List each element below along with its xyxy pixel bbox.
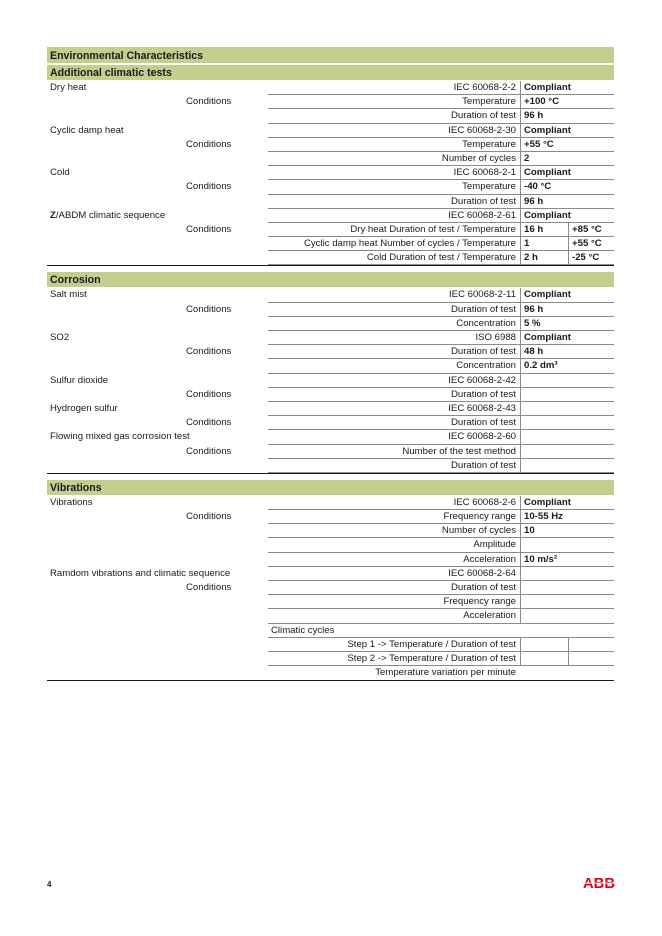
param-value: 2 h bbox=[520, 251, 568, 265]
param-label: Duration of test bbox=[268, 581, 520, 595]
param-value bbox=[520, 459, 614, 473]
param-label: Dry heat Duration of test / Temperature bbox=[268, 223, 520, 237]
param-label: Cold Duration of test / Temperature bbox=[268, 251, 520, 265]
param-value: -40 °C bbox=[520, 180, 614, 194]
param-label: Number of the test method bbox=[268, 445, 520, 459]
table-row bbox=[47, 152, 614, 166]
param-label: Acceleration bbox=[268, 553, 520, 567]
param-value bbox=[520, 388, 614, 402]
param-label: Duration of test bbox=[268, 109, 520, 123]
test-name: Hydrogen sulfur bbox=[50, 402, 118, 414]
param-value bbox=[568, 652, 614, 666]
param-value: 96 h bbox=[520, 195, 614, 209]
test-result: Compliant bbox=[520, 124, 614, 138]
conditions-label: Conditions bbox=[186, 138, 232, 150]
param-value: -25 °C bbox=[568, 251, 614, 265]
param-label: Amplitude bbox=[268, 538, 520, 552]
test-standard: ISO 6988 bbox=[268, 331, 520, 345]
table-row bbox=[47, 638, 614, 652]
conditions-label: Conditions bbox=[186, 181, 232, 193]
param-label: Temperature bbox=[268, 138, 520, 152]
param-value: 10 m/s² bbox=[520, 553, 614, 567]
table-row bbox=[47, 538, 614, 552]
param-label: Cyclic damp heat Number of cycles / Temperature bbox=[268, 237, 520, 251]
test-name: SO2 bbox=[50, 332, 70, 343]
table-row bbox=[47, 359, 614, 373]
test-standard: IEC 60068-2-2 bbox=[268, 81, 520, 95]
param-value bbox=[520, 581, 614, 595]
test-result: Compliant bbox=[520, 288, 614, 302]
param-label: Number of cycles bbox=[268, 152, 520, 166]
param-value bbox=[520, 638, 568, 652]
param-value: +100 °C bbox=[520, 95, 614, 109]
param-label: Temperature bbox=[268, 180, 520, 194]
table-row bbox=[47, 624, 614, 638]
table-row bbox=[47, 445, 614, 459]
test-name: Vibrations bbox=[50, 496, 93, 508]
test-standard: IEC 60068-2-60 bbox=[268, 430, 520, 444]
test-standard: IEC 60068-2-64 bbox=[268, 567, 520, 581]
test-name: Flowing mixed gas corrosion test bbox=[50, 431, 190, 443]
param-value: 48 h bbox=[520, 345, 614, 359]
test-result bbox=[520, 567, 614, 581]
table-row bbox=[47, 345, 614, 359]
param-label: Concentration bbox=[268, 317, 520, 331]
param-value: 0.2 dm³ bbox=[520, 359, 614, 373]
table-row bbox=[47, 109, 614, 123]
test-standard: IEC 60068-2-11 bbox=[268, 288, 520, 302]
param-value bbox=[568, 638, 614, 652]
conditions-label: Conditions bbox=[186, 445, 232, 457]
table-row bbox=[47, 331, 614, 345]
test-standard: IEC 60068-2-6 bbox=[268, 496, 520, 510]
param-label: Concentration bbox=[268, 359, 520, 373]
param-value bbox=[520, 538, 614, 552]
abb-logo bbox=[583, 876, 615, 890]
section-divider bbox=[47, 680, 614, 681]
test-result: Compliant bbox=[520, 331, 614, 345]
param-value: +55 °C bbox=[568, 237, 614, 251]
param-label: Duration of test bbox=[268, 416, 520, 430]
table-row bbox=[47, 317, 614, 331]
test-name: Cold bbox=[50, 167, 70, 179]
abb-logo-text: ABB bbox=[583, 876, 615, 890]
test-result: Compliant bbox=[520, 81, 614, 95]
table-row bbox=[47, 595, 614, 609]
table-row bbox=[47, 459, 614, 473]
param-value: 2 bbox=[520, 152, 614, 166]
param-label: Acceleration bbox=[268, 609, 520, 623]
table-row bbox=[47, 288, 614, 302]
climatic-cycles-label: Climatic cycles bbox=[268, 624, 614, 638]
table-row bbox=[47, 496, 614, 510]
test-result: Compliant bbox=[520, 166, 614, 180]
table-row bbox=[47, 374, 614, 388]
conditions-label: Conditions bbox=[186, 582, 232, 593]
table-row bbox=[47, 652, 614, 666]
test-standard: IEC 60068-2-1 bbox=[268, 166, 520, 180]
param-value: 96 h bbox=[520, 109, 614, 123]
page-title: Environmental Characteristics bbox=[47, 47, 614, 65]
spec-table bbox=[47, 47, 614, 681]
param-label: Duration of test bbox=[268, 345, 520, 359]
test-name-rest: /ABDM climatic sequence bbox=[55, 209, 166, 221]
table-row bbox=[47, 180, 614, 194]
param-label: Step 1 -> Temperature / Duration of test bbox=[268, 638, 520, 652]
param-label: Duration of test bbox=[268, 459, 520, 473]
test-standard: IEC 60068-2-42 bbox=[268, 374, 520, 388]
test-name bbox=[50, 209, 300, 223]
param-label: Frequency range bbox=[268, 510, 520, 524]
test-result bbox=[520, 374, 614, 388]
conditions-label: Conditions bbox=[186, 223, 232, 235]
test-name: Ramdom vibrations and climatic sequence bbox=[50, 567, 231, 579]
test-result: Compliant bbox=[520, 496, 614, 510]
param-value: +55 °C bbox=[520, 138, 614, 152]
table-row bbox=[47, 195, 614, 209]
conditions-label: Conditions bbox=[186, 96, 232, 108]
table-row bbox=[47, 524, 614, 538]
table-row bbox=[47, 237, 614, 251]
conditions-label: Conditions bbox=[186, 511, 232, 523]
table-row bbox=[47, 209, 614, 223]
conditions-label: Conditions bbox=[186, 417, 232, 429]
conditions-label: Conditions bbox=[186, 303, 232, 315]
test-name: Cyclic damp heat bbox=[50, 124, 124, 136]
table-row bbox=[47, 303, 614, 317]
param-value: 10-55 Hz bbox=[520, 510, 614, 524]
param-label: Temperature bbox=[268, 95, 520, 109]
table-row bbox=[47, 416, 614, 430]
test-name: Salt mist bbox=[50, 289, 87, 301]
conditions-label: Conditions bbox=[186, 388, 232, 400]
table-row bbox=[47, 666, 614, 680]
table-row bbox=[47, 223, 614, 237]
test-name-prefix: Z bbox=[50, 209, 56, 221]
param-value bbox=[520, 652, 568, 666]
table-row bbox=[47, 510, 614, 524]
param-value: 1 bbox=[520, 237, 568, 251]
param-value bbox=[520, 595, 614, 609]
test-standard: IEC 60068-2-43 bbox=[268, 402, 520, 416]
table-row bbox=[47, 430, 614, 444]
test-standard: IEC 60068-2-30 bbox=[268, 124, 520, 138]
param-label: Step 2 -> Temperature / Duration of test bbox=[268, 652, 520, 666]
param-value: +85 °C bbox=[568, 223, 614, 237]
param-label: Number of cycles bbox=[268, 524, 520, 538]
section-heading-climatic: Additional climatic tests bbox=[47, 65, 614, 81]
test-standard: IEC 60068-2-61 bbox=[268, 209, 520, 223]
table-row bbox=[47, 138, 614, 152]
table-row bbox=[47, 95, 614, 109]
param-value bbox=[520, 416, 614, 430]
table-row bbox=[47, 553, 614, 567]
param-value: 16 h bbox=[520, 223, 568, 237]
param-value bbox=[520, 609, 614, 623]
table-row bbox=[47, 124, 614, 138]
param-label: Duration of test bbox=[268, 195, 520, 209]
section-heading-vibrations: Vibrations bbox=[47, 480, 614, 496]
table-row bbox=[47, 581, 614, 595]
param-label: Duration of test bbox=[268, 388, 520, 402]
test-name: Dry heat bbox=[50, 82, 87, 93]
table-row bbox=[47, 567, 614, 581]
section-heading-corrosion: Corrosion bbox=[47, 272, 614, 288]
table-row bbox=[47, 388, 614, 402]
param-label: Frequency range bbox=[268, 595, 520, 609]
param-label: Temperature variation per minute bbox=[375, 667, 516, 679]
page-number: 4 bbox=[47, 880, 52, 889]
table-row bbox=[47, 81, 614, 95]
table-row bbox=[47, 251, 614, 265]
test-name: Sulfur dioxide bbox=[50, 374, 109, 386]
param-label: Duration of test bbox=[268, 303, 520, 317]
table-row bbox=[47, 166, 614, 180]
test-result: Compliant bbox=[520, 209, 614, 223]
conditions-label: Conditions bbox=[186, 346, 232, 358]
param-value: 5 % bbox=[520, 317, 614, 331]
param-value bbox=[520, 445, 614, 459]
table-row bbox=[47, 609, 614, 623]
test-result bbox=[520, 402, 614, 416]
table-row bbox=[47, 402, 614, 416]
test-result bbox=[520, 430, 614, 444]
param-value: 10 bbox=[520, 524, 614, 538]
param-value: 96 h bbox=[520, 303, 614, 317]
